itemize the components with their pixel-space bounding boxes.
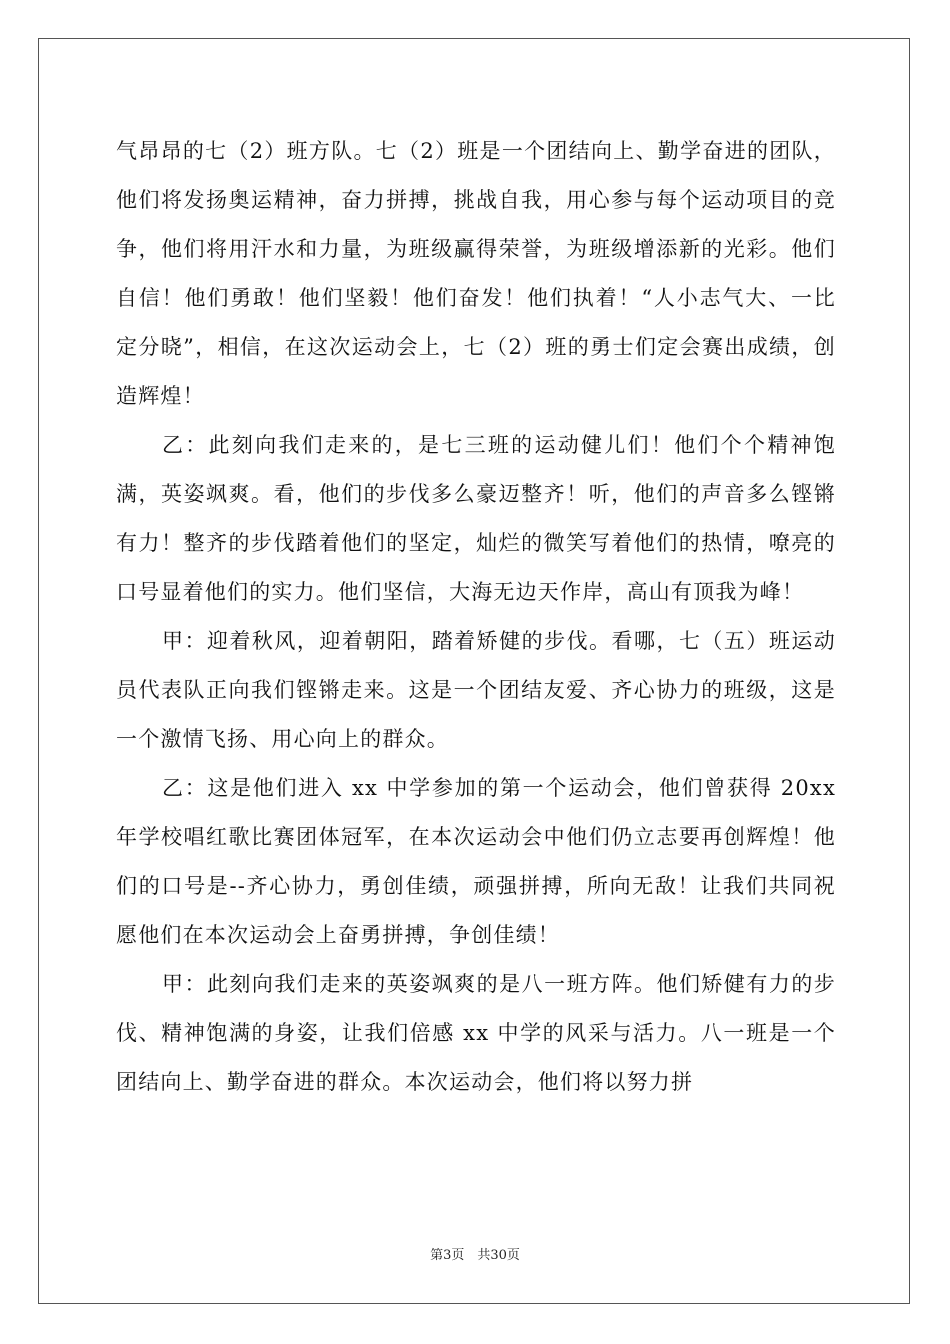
document-body	[116, 127, 836, 1107]
page-number: 第3页 共30页	[430, 1248, 520, 1263]
paragraph-4: 乙：这是他们进入 xx 中学参加的第一个运动会，他们曾获得 20xx 年学校唱红歌比赛团体冠军，在本次运动会中他们仍立志要再创辉煌！他们的口号是--齐心协力，勇创佳绩，顽强拼搏，所向无敌！让我们共同祝愿他们在本次运动会上奋勇拼搏，争创佳绩！	[116, 776, 836, 947]
paragraph-1: 气昂昂的七（2）班方队。七（2）班是一个团结向上、勤学奋进的团队，他们将发扬奥运精神，奋力拼搏，挑战自我，用心参与每个运动项目的竞争，他们将用汗水和力量，为班级赢得荣誉，为班级增添新的光彩。他们自信！他们勇敢！他们坚毅！他们奋发！他们执着！“人小志气大、一比定分晓”，相信，在这次运动会上，七（2）班的勇士们定会赛出成绩，创造辉煌！	[116, 139, 836, 408]
paragraph-2: 乙：此刻向我们走来的，是七三班的运动健儿们！他们个个精神饱满，英姿飒爽。看，他们的步伐多么豪迈整齐！听，他们的声音多么铿锵有力！整齐的步伐踏着他们的坚定，灿烂的微笑写着他们的热情，嘹亮的口号显着他们的实力。他们坚信，大海无边天作岸，高山有顶我为峰！	[116, 433, 836, 604]
paragraph-5: 甲：此刻向我们走来的英姿飒爽的是八一班方阵。他们矫健有力的步伐、精神饱满的身姿，让我们倍感 xx 中学的风采与活力。八一班是一个团结向上、勤学奋进的群众。本次运动会，他们将以努力拼	[116, 972, 836, 1094]
paragraph-3: 甲：迎着秋风，迎着朝阳，踏着矫健的步伐。看哪，七（五）班运动员代表队正向我们铿锵走来。这是一个团结友爱、齐心协力的班级，这是一个激情飞扬、用心向上的群众。	[116, 629, 836, 751]
